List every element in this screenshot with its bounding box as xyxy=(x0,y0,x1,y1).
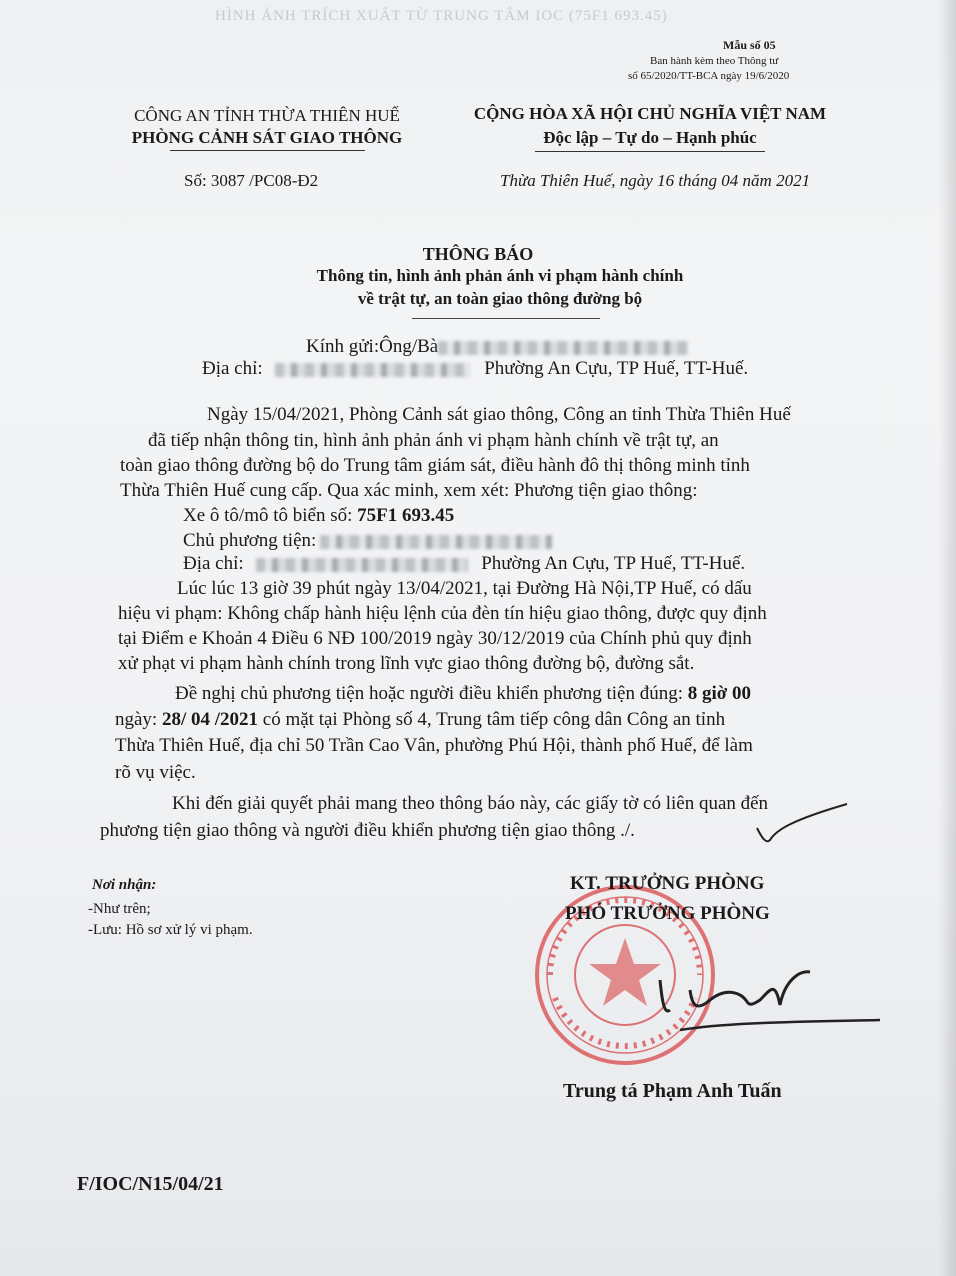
para1-line1: Ngày 15/04/2021, Phòng Cảnh sát giao thông, Công an tỉnh Thừa Thiên Huế xyxy=(207,404,791,425)
license-plate: 75F1 693.45 xyxy=(357,505,455,526)
para1-line2: đã tiếp nhận thông tin, hình ảnh phản ánh vi phạm hành chính về trật tự, an xyxy=(148,430,719,451)
redacted-address xyxy=(275,363,471,377)
redacted-name xyxy=(438,341,688,355)
para2-line3: tại Điểm e Khoản 4 Điều 6 NĐ 100/2019 ngày 30/12/2019 của Chính phủ quy định xyxy=(118,628,752,649)
redacted-owner-address xyxy=(256,558,468,572)
receivers-title: Nơi nhận: xyxy=(92,877,157,893)
para1-line3: toàn giao thông đường bộ do Trung tâm giám sát, điều hành đô thị thông minh tỉnh xyxy=(120,455,750,476)
nation-motto: Độc lập – Tự do – Hạnh phúc xyxy=(543,128,757,147)
recipient-address: Địa chỉ: Phường An Cựu, TP Huế, TT-Huế. xyxy=(202,358,749,379)
title-divider xyxy=(412,318,600,319)
para4-line1: Khi đến giải quyết phải mang theo thông báo này, các giấy tờ có liên quan đến xyxy=(172,793,769,814)
form-issued-line1: Ban hành kèm theo Thông tư xyxy=(650,55,779,67)
para3-line1: Đề nghị chủ phương tiện hoặc người điều khiển phương tiện đúng: 8 giờ 00 xyxy=(175,683,752,704)
issuer-divider xyxy=(170,150,365,151)
signatory-title-2: PHÓ TRƯỞNG PHÒNG xyxy=(565,903,770,924)
para3-line4: rõ vụ việc. xyxy=(115,762,196,783)
handwritten-checkmark xyxy=(752,800,852,850)
signatory-title-1: KT. TRƯỞNG PHÒNG xyxy=(570,873,765,894)
receivers-item-1: -Như trên; xyxy=(88,901,151,917)
owner-line: Chủ phương tiện: xyxy=(183,530,552,552)
document-number: Số: 3087 /PC08-Đ2 xyxy=(184,171,319,190)
form-issued-line2: số 65/2020/TT-BCA ngày 19/6/2020 xyxy=(628,70,790,82)
document-subtitle-2: về trật tự, an toàn giao thông đường bộ xyxy=(357,289,643,308)
owner-address-line: Địa chỉ: Phường An Cựu, TP Huế, TT-Huế. xyxy=(183,553,746,574)
para2-line4: xử phạt vi phạm hành chính trong lĩnh vực giao thông đường bộ, đường sắt. xyxy=(118,653,695,674)
signatory-name: Trung tá Phạm Anh Tuấn xyxy=(563,1080,782,1102)
nation-line1: CỘNG HÒA XÃ HỘI CHỦ NGHĨA VIỆT NAM xyxy=(473,104,827,123)
ghost-header: HÌNH ẢNH TRÍCH XUẤT TỪ TRUNG TÂM IOC (75F1 693.45) xyxy=(215,8,668,24)
para3-line2: ngày: 28/ 04 /2021 có mặt tại Phòng số 4, Trung tâm tiếp công dân Công an tỉnh xyxy=(115,709,726,730)
handwritten-signature xyxy=(650,960,890,1040)
document-subtitle-1: Thông tin, hình ảnh phản ánh vi phạm hành chính xyxy=(316,266,684,285)
page-shadow xyxy=(938,0,956,1276)
appointment-time: 8 giờ 00 xyxy=(687,683,752,704)
para1-line4: Thừa Thiên Huế cung cấp. Qua xác minh, xem xét: Phương tiện giao thông: xyxy=(120,480,698,501)
document-title: THÔNG BÁO xyxy=(422,244,534,264)
para2-line1: Lúc lúc 13 giờ 39 phút ngày 13/04/2021, tại Đường Hà Nội,TP Huế, có dấu xyxy=(177,578,752,599)
nation-divider xyxy=(535,151,765,152)
redacted-owner xyxy=(320,535,552,549)
footer-code: F/IOC/N15/04/21 xyxy=(77,1173,224,1195)
appointment-date: 28/ 04 /2021 xyxy=(161,709,259,730)
para3-line3: Thừa Thiên Huế, địa chỉ 50 Trần Cao Vân, phường Phú Hội, thành phố Huế, để làm xyxy=(115,735,753,756)
vehicle-line: Xe ô tô/mô tô biển số: 75F1 693.45 xyxy=(183,505,455,526)
para4-line2: phương tiện giao thông và người điều khiển phương tiện giao thông ./. xyxy=(100,820,635,841)
recipient-greeting: Kính gửi:Ông/Bà xyxy=(306,336,688,358)
form-number: Mẫu số 05 xyxy=(723,38,776,52)
receivers-item-2: -Lưu: Hồ sơ xử lý vi phạm. xyxy=(88,922,253,938)
document-date: Thừa Thiên Huế, ngày 16 tháng 04 năm 2021 xyxy=(500,171,811,190)
para2-line2: hiệu vi phạm: Không chấp hành hiệu lệnh của đèn tín hiệu giao thông, được quy định xyxy=(118,603,767,624)
issuer-line2: PHÒNG CẢNH SÁT GIAO THÔNG xyxy=(131,128,403,147)
issuer-line1: CÔNG AN TỈNH THỪA THIÊN HUẾ xyxy=(134,106,400,125)
